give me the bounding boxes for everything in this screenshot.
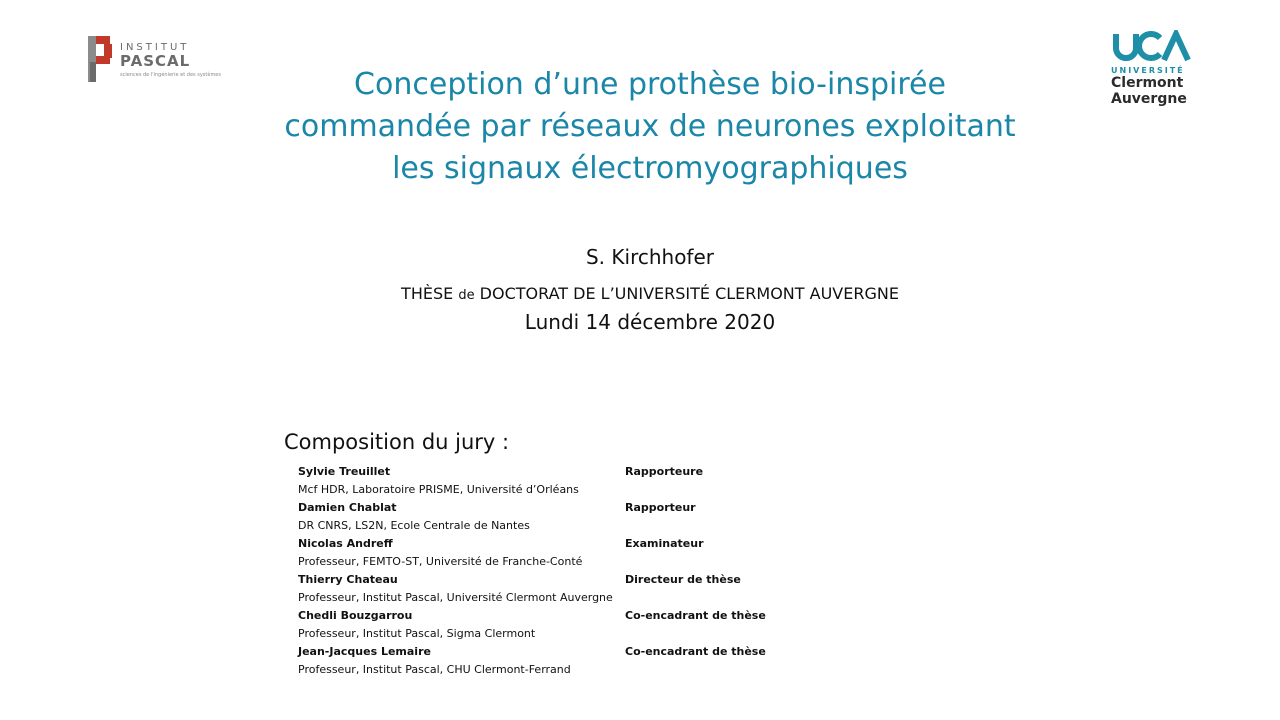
jury-member-affiliation: DR CNRS, LS2N, Ecole Centrale de Nantes [298,519,530,532]
jury-member-role: Rapporteure [625,465,704,478]
thesis-type-part2: de [458,288,475,303]
thesis-title-line3: les signaux électromyographiques [392,151,908,186]
uca-universite-label: UNIVERSITÉ [1111,66,1185,75]
jury-member-affiliation: Professeur, Institut Pascal, Université Clermont Auvergne [298,591,613,604]
jury-member-role: Examinateur [625,537,704,550]
thesis-type-part1: THÈSE [401,284,454,303]
jury-member-role: Rapporteur [625,501,696,514]
thesis-type [300,284,1000,303]
institut-label: INSTITUT [120,42,190,53]
jury-member [298,464,818,500]
jury-member-name: Thierry Chateau [298,573,398,586]
uca-auvergne-label: Auvergne [1111,91,1187,107]
institut-pascal-logo-icon [86,34,116,84]
thesis-type-part3: DOCTORAT DE L’UNIVERSITÉ CLERMONT AUVERGNE [479,284,899,303]
jury-list [298,464,818,680]
jury-member-affiliation: Professeur, Institut Pascal, CHU Clermont-Ferrand [298,663,571,676]
jury-member [298,572,818,608]
jury-member-name: Chedli Bouzgarrou [298,609,413,622]
jury-member-role: Co-encadrant de thèse [625,645,766,658]
jury-member-name: Sylvie Treuillet [298,465,391,478]
jury-member-affiliation: Professeur, FEMTO-ST, Université de Franche-Conté [298,555,583,568]
jury-member [298,608,818,644]
pascal-tagline: sciences de l'ingénierie et des systèmes [120,72,221,78]
jury-member-name: Jean-Jacques Lemaire [298,645,431,658]
uca-clermont-label: Clermont [1111,75,1184,91]
jury-member-role: Co-encadrant de thèse [625,609,766,622]
jury-member [298,644,818,680]
thesis-title-line2: commandée par réseaux de neurones exploitant [284,109,1016,144]
jury-member [298,536,818,572]
author: S. Kirchhofer [585,245,715,269]
jury-member [298,500,818,536]
pascal-label: PASCAL [120,52,191,70]
jury-member-name: Damien Chablat [298,501,397,514]
uca-logo [1108,30,1198,110]
jury-member-role: Directeur de thèse [625,573,741,586]
jury-member-affiliation: Mcf HDR, Laboratoire PRISME, Université d’Orléans [298,483,579,496]
thesis-title [250,64,1050,190]
defense-date: Lundi 14 décembre 2020 [524,310,776,334]
jury-heading: Composition du jury : [284,430,510,454]
institut-pascal-logo [86,34,221,86]
jury-member-name: Nicolas Andreff [298,537,393,550]
jury-member-affiliation: Professeur, Institut Pascal, Sigma Clermont [298,627,536,640]
uca-logo-icon [1112,30,1192,62]
thesis-title-line1: Conception d’une prothèse bio-inspirée [354,67,946,102]
